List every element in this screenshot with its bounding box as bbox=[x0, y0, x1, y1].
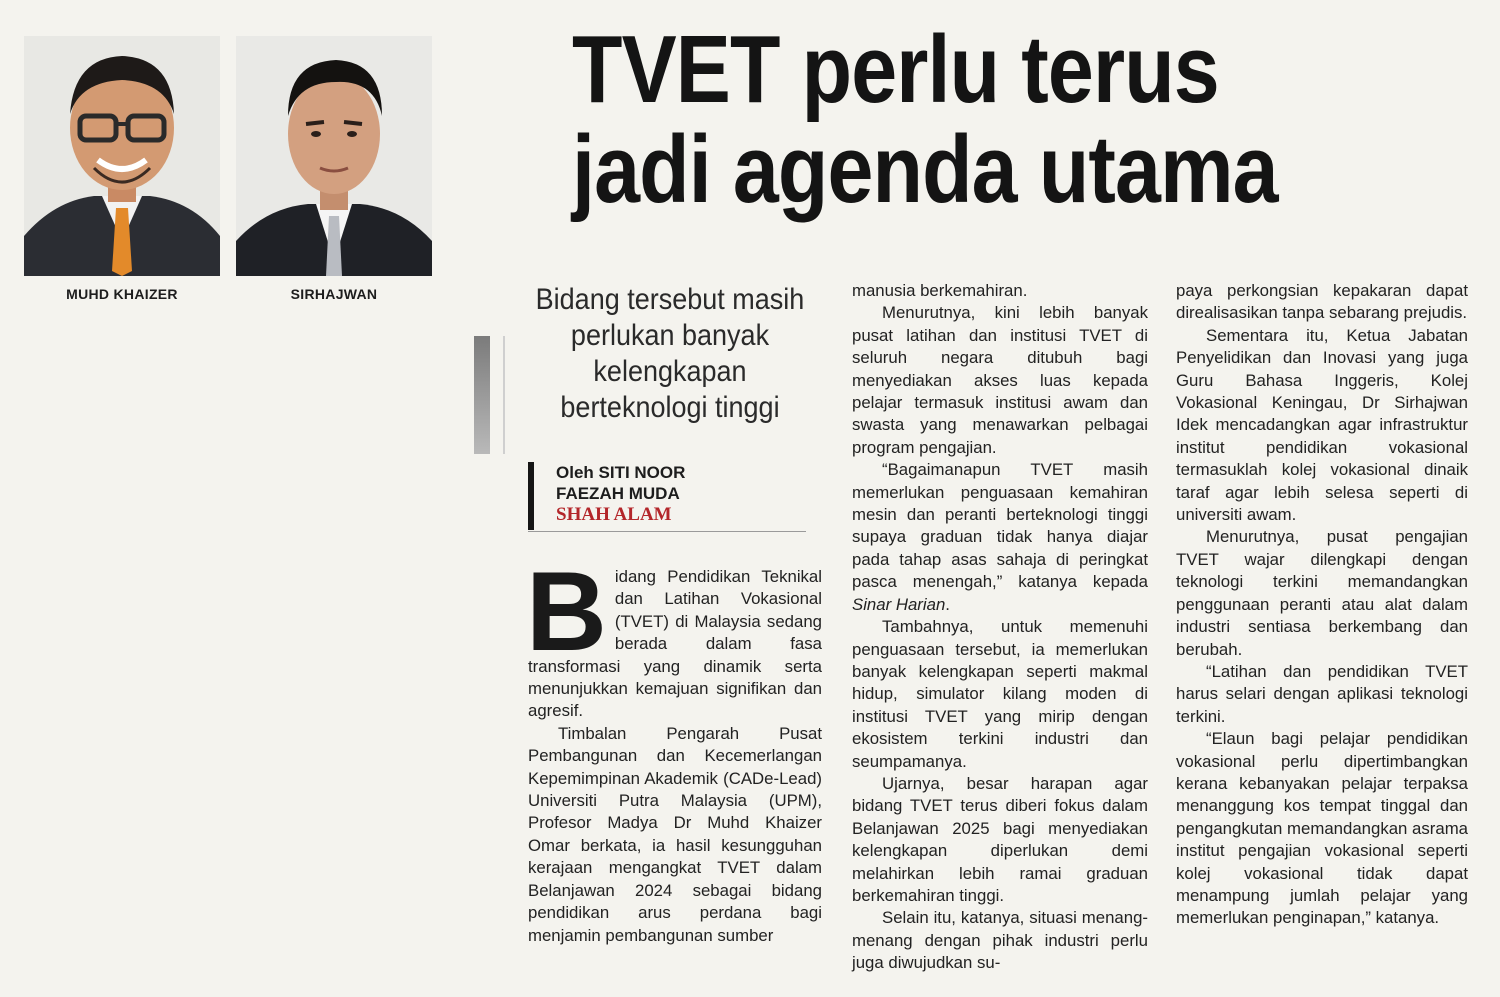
byline-divider bbox=[528, 531, 806, 532]
drop-cap: B bbox=[526, 549, 607, 674]
paragraph: Selain itu, katanya, situasi menang- menang dengan pihak industri perlu juga diwujudkan su- bbox=[852, 908, 1148, 973]
paragraph: Timbalan Pengarah Pusat Pembangunan dan Kecemerlangan Kepemimpinan Akademik (CADe-Lead) Universiti Putra Malaysia (UPM), Profesor Madya Dr Muhd Khaizer Omar berkata, ia hasil kesungguhan kerajaan mengangkat TVET dalam Belanjawan 2024 sebagai bidang pendidikan arus perdana bagi menjamin pembangunan sumber bbox=[528, 723, 822, 945]
subheadline: Bidang tersebut masih perlukan banyak kelengkapan berteknologi tinggi bbox=[535, 283, 805, 424]
article-column-2 bbox=[852, 280, 1148, 975]
paragraph: Menurutnya, kini lebih banyak pusat latihan dan institusi TVET di seluruh negara ditubuh bagi menyediakan akses luas kepada pelajar termasuk institusi awam dan swasta yang menawarkan pelbagai program pengajian. bbox=[852, 303, 1148, 457]
paragraph: “Elaun bagi pelajar pendidikan vokasional perlu dipertimbangkan kerana kebanyakan pelajar terpaksa menanggung kos tempat tinggal dan pengangkutan memandangkan asrama institut pengajian vokasional seperti kolej vokasional tidak dapat menampung jumlah pelajar yang memerlukan penginapan,” katanya. bbox=[1176, 729, 1469, 928]
paragraph-text: idang Pendidikan Teknikal dan Latihan Vokasional (TVET) di Malaysia sedang berada dalam fasa transformasi yang dinamik serta menunjukkan kemajuan signifikan dan agresif. bbox=[528, 567, 822, 721]
portrait-photo bbox=[236, 36, 432, 276]
paragraph: “Latihan dan pendidikan TVET harus selari dengan aplikasi teknologi terkini. bbox=[1176, 661, 1468, 726]
paragraph-text: “Bagaimanapun TVET masih memerlukan penguasaan kemahiran mesin dan peranti berteknologi tinggi supaya graduan tidak hanya diajar pada tahap asas sahaja di peringkat pasca menengah,” katanya kepada bbox=[852, 460, 1148, 592]
paragraph: Ujarnya, besar harapan agar bidang TVET terus diberi fokus dalam Belanjawan 2025 bagi menyediakan kelengkapan diperlukan demi melahirkan lebih ramai graduan berkemahiran tinggi. bbox=[852, 773, 1148, 905]
paragraph: Tambahnya, untuk memenuhi penguasaan tersebut, ia memerlukan banyak kelengkapan seperti makmal hidup, simulator kilang moden di institusi TVET yang mirip dengan ekosistem terkini industri dan seumpamanya. bbox=[852, 617, 1148, 771]
paragraph: Menurutnya, pusat pengajian TVET wajar dilengkapi dengan teknologi terkini memandangkan penggunaan peranti atau alat dalam industri sentiasa berkembang dan berubah. bbox=[1176, 527, 1468, 659]
byline-author-2: FAEZAH MUDA bbox=[556, 484, 680, 503]
byline-location: SHAH ALAM bbox=[556, 504, 672, 525]
paragraph: “Bagaimanapun TVET masih memerlukan penguasaan kemahiran mesin dan peranti berteknologi tinggi supaya graduan tidak hanya diajar pada tahap asas sahaja di peringkat pasca menengah,” katanya kepada Sinar Harian. bbox=[852, 460, 1148, 614]
byline bbox=[556, 462, 806, 525]
headline-line-1: TVET perlu terus bbox=[572, 16, 1219, 123]
byline-bar bbox=[528, 462, 534, 530]
deck-accent-line bbox=[503, 336, 505, 454]
headline bbox=[572, 16, 1346, 223]
paragraph: Sementara itu, Ketua Jabatan Penyelidikan dan Inovasi yang juga Guru Bahasa Inggeris, Kolej Vokasional Keningau, Dr Sirhajwan Idek mencadangkan agar infrastruktur institut pendidikan vokasional termasuklah kolej vokasional dinaik taraf agar lebih selesa seperti di universiti awam. bbox=[1176, 325, 1468, 525]
paragraph bbox=[526, 549, 822, 723]
photo-caption: SIRHAJWAN bbox=[290, 286, 378, 302]
portrait-photo-glasses-image bbox=[24, 36, 220, 276]
photo-caption: MUHD KHAIZER bbox=[66, 286, 178, 302]
paragraph: paya perkongsian kepakaran dapat direalisasikan tanpa sebarang prejudis. bbox=[1176, 281, 1468, 323]
byline-author-1: Oleh SITI NOOR bbox=[556, 463, 686, 482]
headline-line-2: jadi agenda utama bbox=[572, 116, 1278, 223]
portrait-photo-glasses bbox=[24, 36, 220, 276]
deck-accent-bar bbox=[474, 336, 490, 454]
portrait-photo-image bbox=[236, 36, 432, 276]
article-column-3 bbox=[1176, 280, 1468, 930]
paragraph: manusia berkemahiran. bbox=[852, 281, 1028, 300]
article-column-1 bbox=[526, 549, 822, 947]
publication-name: Sinar Harian bbox=[852, 594, 946, 614]
